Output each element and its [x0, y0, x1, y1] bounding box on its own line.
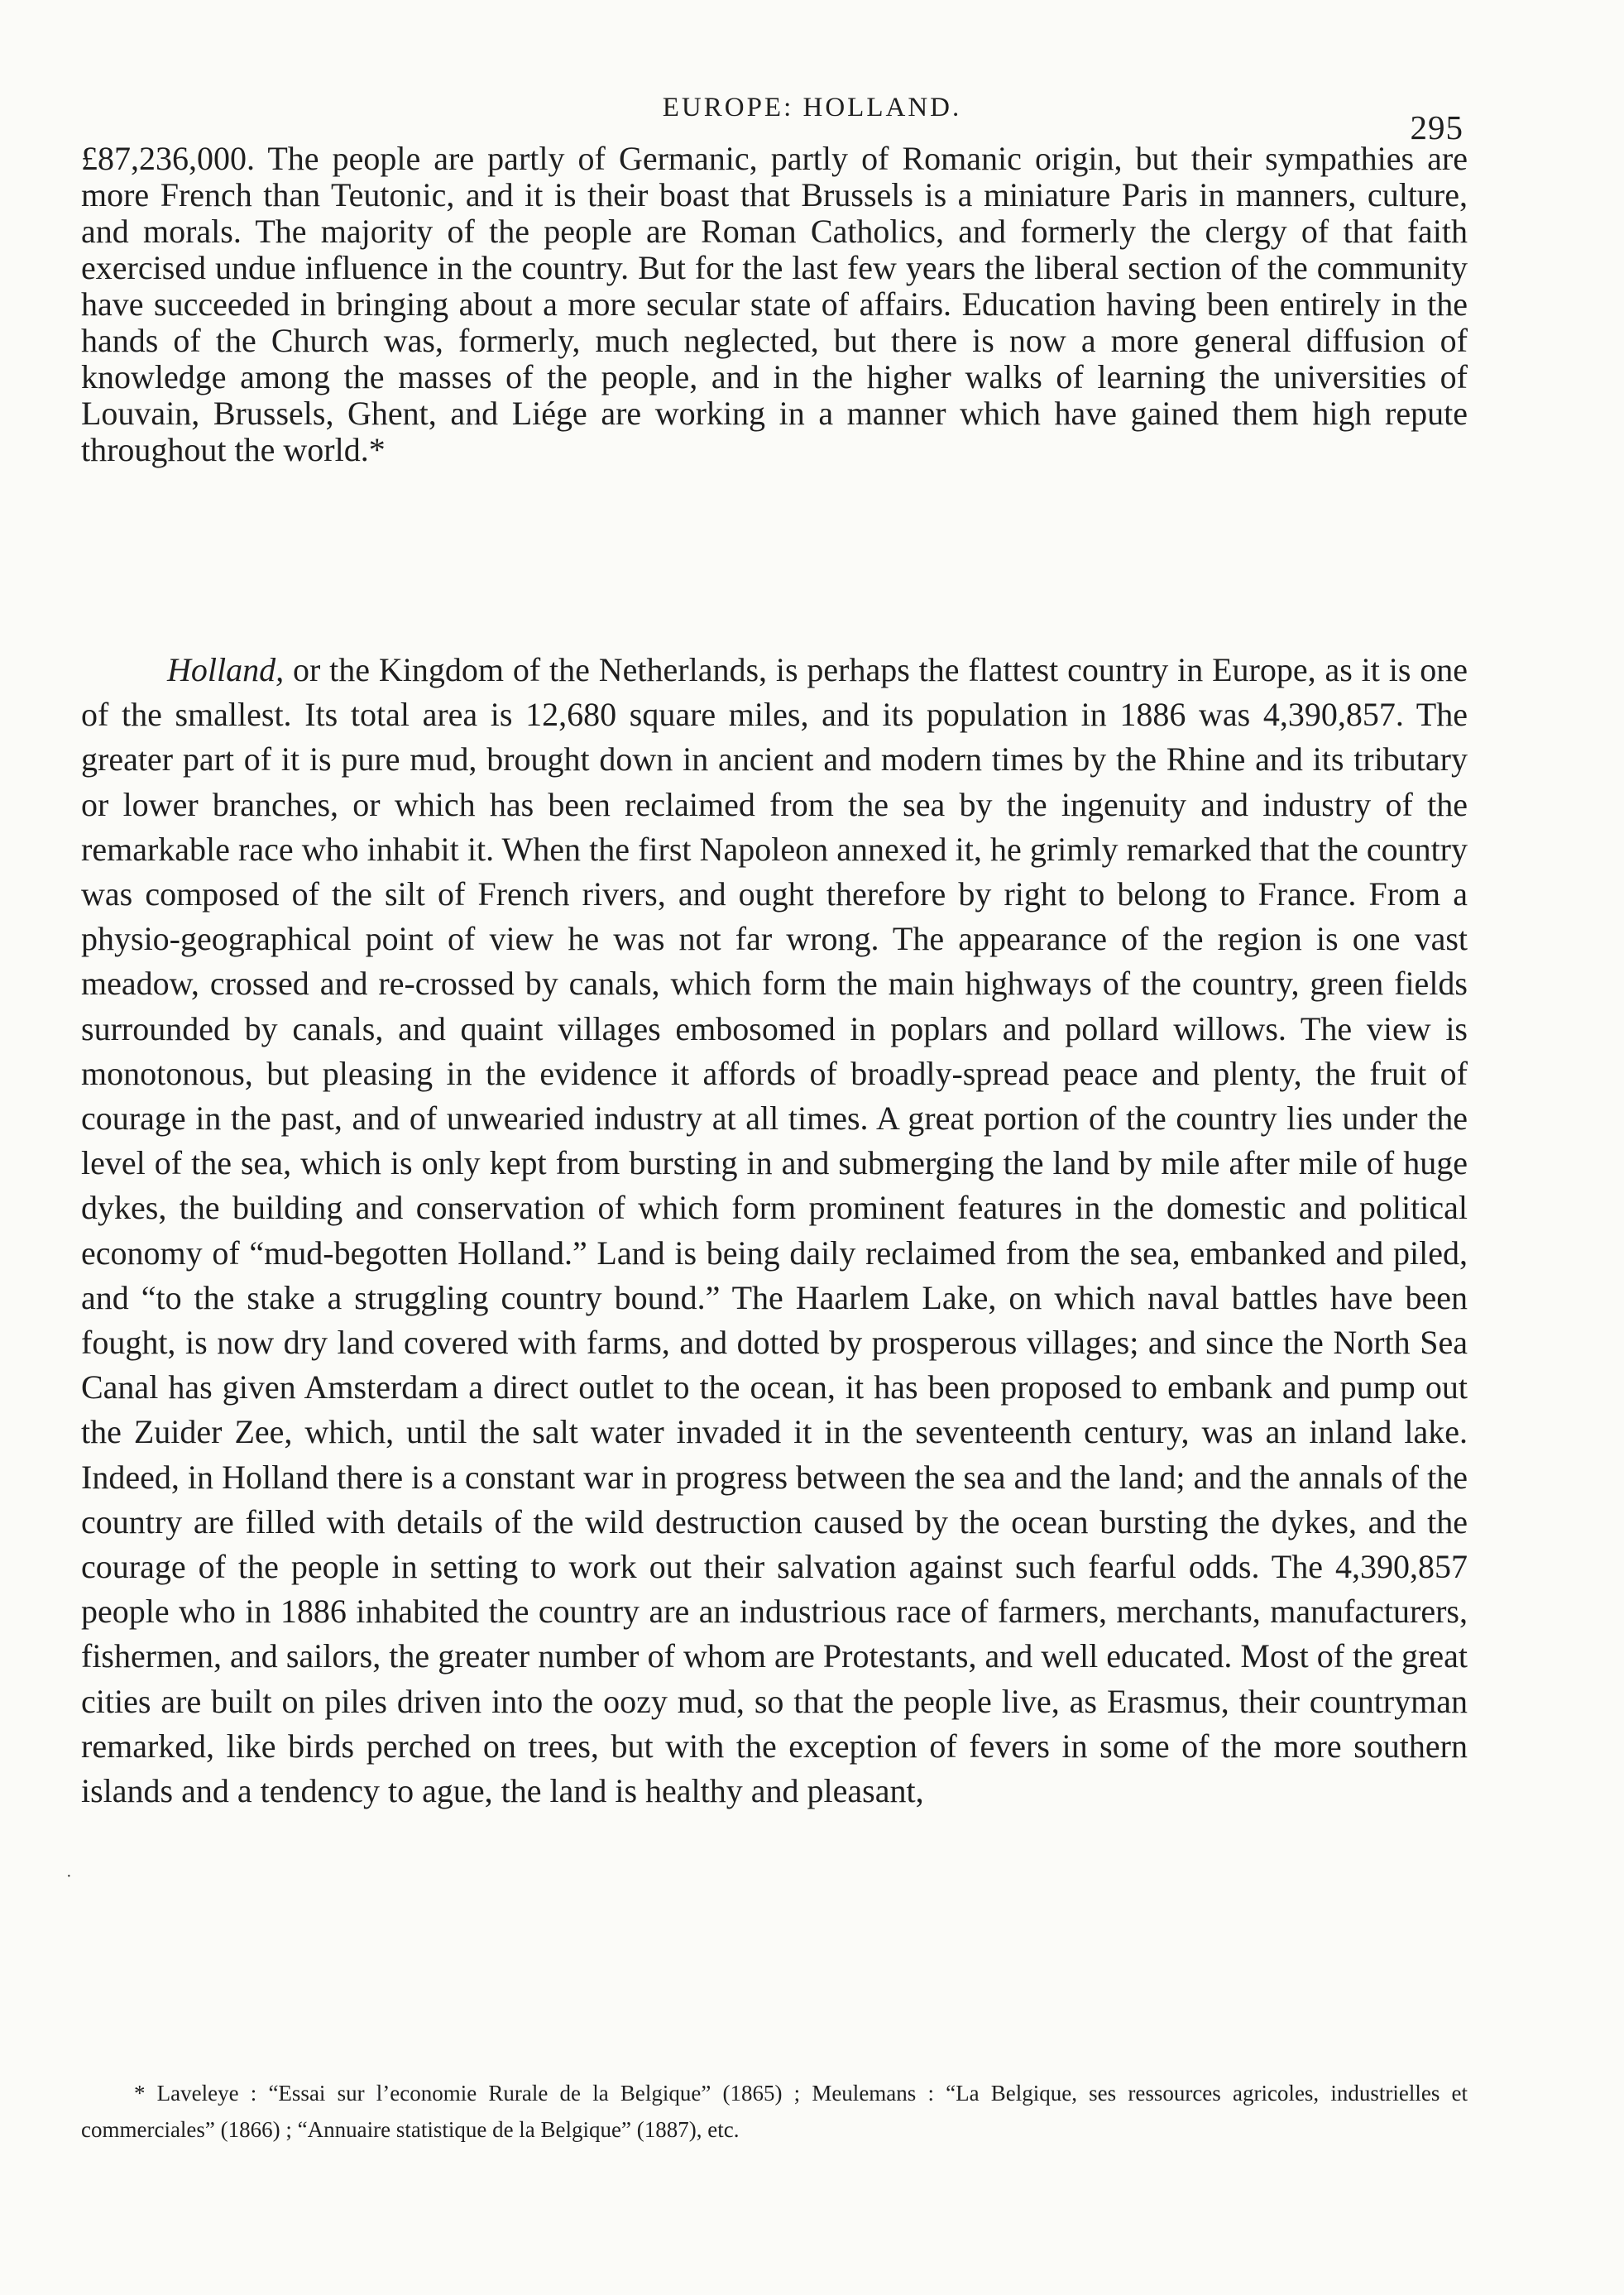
- paragraph-lead-word: Holland,: [167, 651, 285, 688]
- paragraph-body: or the Kingdom of the Netherlands, is perhaps the flattest country in Europe, as it is one of the smallest. Its total area is 12,680 square miles, and its population in 1886 was 4,390,857. The greater part of it is pure mud, brought down in ancient and modern times by the Rhine and its tributary or lower branches, or which has been reclaimed from the sea by the ingenuity and industry of the remarkable race who inhabit it. When the first Napoleon annexed it, he grimly remarked that the country was composed of the silt of French rivers, and ought therefore by right to belong to France. From a physio-geographical point of view he was not far wrong. The appearance of the region is one vast meadow, crossed and re-crossed by canals, which form the main highways of the country, green fields surrounded by canals, and quaint villages embosomed in poplars and pollard willows. The view is monotonous, but pleasing in the evidence it affords of broadly-spread peace and plenty, the fruit of courage in the past, and of unwearied industry at all times. A great portion of the country lies under the level of the sea, which is only kept from bursting in and submerging the land by mile after mile of huge dykes, the building and conservation of which form prominent features in the domestic and political economy of “mud-begotten Holland.” Land is being daily reclaimed from the sea, embanked and piled, and “to the stake a struggling country bound.” The Haarlem Lake, on which naval battles have been fought, is now dry land covered with farms, and dotted by prosperous villages; and since the North Sea Canal has given Amsterdam a direct outlet to the ocean, it has been proposed to embank and pump out the Zuider Zee, which, until the salt water invaded it in the seventeenth century, was an inland lake. Indeed, in Holland there is a constant war in progress between the sea and the land; and the annals of the country are filled with details of the wild destruction caused by the ocean bursting the dykes, and the courage of the people in setting to work out their salvation against such fearful odds. The 4,390,857 people who in 1886 inhabited the country are an industrious race of farmers, merchants, manufacturers, fishermen, and sailors, the greater number of whom are Protestants, and well educated. Most of the great cities are built on piles driven into the oozy mud, so that the people live, as Erasmus, their countryman remarked, like birds perched on trees, but with the exception of fevers in some of the more southern islands and a tendency to ague, the land is healthy and pleasant,: [81, 651, 1468, 1810]
- margin-mark: ·: [66, 1867, 72, 1885]
- running-head: EUROPE: HOLLAND.: [662, 93, 962, 122]
- paragraph-belgium-continued: [81, 141, 1468, 468]
- paragraph-text: [81, 648, 1468, 1813]
- footnote: [81, 2075, 1468, 2148]
- paragraph-holland: [81, 648, 1468, 1813]
- paragraph-text: £87,236,000. The people are partly of Germanic, partly of Romanic origin, but their sympathies are more French than Teutonic, and it is their boast that Brussels is a miniature Paris in manners, culture, and morals. The majority of the people are Roman Catholics, and formerly the clergy of that faith exercised undue influence in the country. But for the last few years the liberal section of the community have succeeded in bringing about a more secular state of affairs. Education having been entirely in the hands of the Church was, formerly, much neglected, but there is now a more general diffusion of knowledge among the masses of the people, and in the higher walks of learning the universities of Louvain, Brussels, Ghent, and Liége are working in a manner which have gained them high repute throughout the world.*: [81, 140, 1468, 468]
- page-number: 295: [1410, 108, 1464, 146]
- footnote-text: * Laveleye : “Essai sur l’economie Rurale de la Belgique” (1865) ; Meulemans : “La Belgique, ses ressources agricoles, industrielles et commerciales” (1866) ; “Annuaire statistique de la Belgique” (1887), etc.: [81, 2081, 1468, 2142]
